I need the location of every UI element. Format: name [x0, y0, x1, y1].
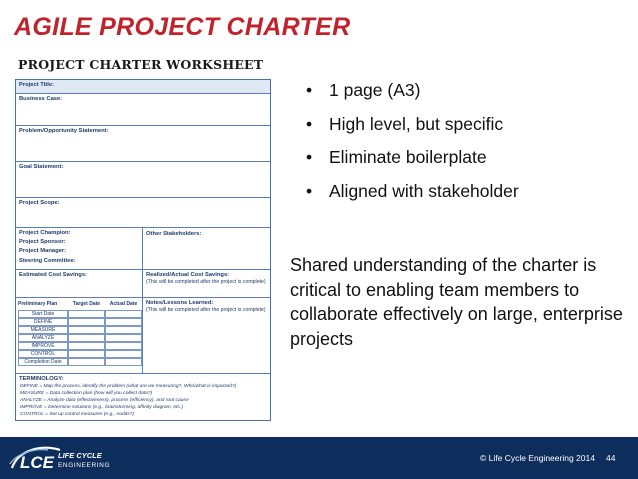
business-case-label: Business Case:: [19, 96, 63, 102]
terminology-item: ANALYZE = Analyze data (effectiveness), process (efficiency), and root cause: [20, 398, 189, 403]
plan-row: [18, 310, 142, 318]
plan-row-label: IMPROVE: [18, 342, 68, 350]
plan-row-label: Completion Date: [18, 358, 68, 366]
plan-cell: [105, 342, 142, 350]
bullet-dot-icon: •: [306, 147, 313, 167]
project-title-row: [16, 80, 270, 94]
plan-cell: [68, 334, 105, 342]
people-divider: [142, 228, 143, 270]
plan-cell: [105, 350, 142, 358]
plan-row: [18, 334, 142, 342]
bullet-text: 1 page (A3): [329, 80, 421, 100]
estimated-savings-label: Estimated Cost Savings:: [19, 272, 87, 278]
plan-cell: [68, 350, 105, 358]
plan-cell: [68, 318, 105, 326]
plan-cell: [105, 358, 142, 366]
bullet-item: [306, 181, 519, 215]
savings-divider: [142, 270, 143, 298]
plan-cell: [105, 326, 142, 334]
plan-divider: [142, 298, 143, 374]
plan-row-label: Start Date: [18, 310, 68, 318]
notes-note: (This will be completed after the project is complete): [146, 307, 266, 313]
plan-cell: [105, 310, 142, 318]
problem-row: [16, 126, 270, 162]
worksheet-title: PROJECT CHARTER WORKSHEET: [18, 57, 264, 72]
problem-label: Problem/Opportunity Statement:: [19, 128, 109, 134]
goal-label: Goal Statement:: [19, 164, 64, 170]
summary-paragraph: Shared understanding of the charter is critical to enabling team members to collaborate effectively on large, enterprise projects: [290, 255, 623, 349]
terminology-row: [16, 374, 270, 420]
bullet-text: High level, but specific: [329, 113, 504, 134]
bullet-item: [306, 114, 519, 148]
plan-row: [18, 318, 142, 326]
plan-header-actual: Actual Date: [109, 301, 138, 307]
plan-row-label: CONTROL: [18, 350, 68, 358]
plan-row-label: DEFINE: [18, 318, 68, 326]
terminology-item: IMPROVE = Determine solutions (e.g., brainstorming, affinity diagram, etc.): [20, 405, 183, 410]
steering-label: Steering Committee:: [19, 258, 76, 264]
plan-row: [18, 342, 142, 350]
plan-row-label: MEASURE: [18, 326, 68, 334]
notes-label: Notes/Lessons Learned:: [146, 300, 214, 306]
plan-row: [18, 358, 142, 366]
sponsor-label: Project Sponsor:: [19, 239, 66, 245]
plan-header-target: Target Date: [72, 301, 101, 307]
bullet-dot-icon: •: [306, 113, 313, 134]
plan-header-plan: Preliminary Plan: [18, 301, 58, 307]
scope-label: Project Scope:: [19, 200, 60, 206]
terminology-item: DEFINE = Map the process, identify the problem (what are we measuring?, Who/what is impacted?): [20, 384, 237, 389]
goal-row: [16, 162, 270, 198]
realized-savings-note: (This will be completed after the project is complete): [146, 279, 266, 285]
logo-bottom-text: ENGINEERING: [58, 462, 111, 469]
scope-row: [16, 198, 270, 228]
logo-main-text: LCE: [20, 453, 54, 472]
business-case-row: [16, 94, 270, 126]
plan-row-block: [16, 298, 270, 374]
plan-header: [18, 301, 142, 309]
realized-savings-label: Realized/Actual Cost Savings:: [146, 272, 230, 278]
other-stakeholders-label: Other Stakeholders:: [146, 231, 202, 237]
terminology-label: TERMINOLOGY:: [19, 376, 64, 382]
plan-cell: [68, 310, 105, 318]
page-number: 44: [606, 453, 616, 463]
plan-cell: [68, 358, 105, 366]
people-row: [16, 228, 270, 270]
charter-worksheet-image: [15, 56, 271, 421]
bullet-dot-icon: •: [306, 80, 313, 100]
plan-cell: [105, 334, 142, 342]
bullet-dot-icon: •: [306, 180, 313, 201]
bullet-list: [306, 80, 519, 214]
bullet-item: [306, 147, 519, 181]
savings-row: [16, 270, 270, 298]
project-title-label: Project Title:: [19, 82, 55, 88]
terminology-item: CONTROL = Set up control measures (e.g., Audits?): [20, 412, 135, 417]
plan-cell: [68, 326, 105, 334]
bullet-text: Eliminate boilerplate: [329, 147, 487, 167]
terminology-item: MEASURE = Data collection plan (how will you collect data?): [20, 391, 153, 396]
plan-cell: [68, 342, 105, 350]
bullet-item: [306, 80, 519, 114]
plan-row-label: ANALYZE: [18, 334, 68, 342]
copyright-text: © Life Cycle Engineering 2014: [480, 453, 595, 463]
plan-row: [18, 350, 142, 358]
manager-label: Project Manager:: [19, 248, 67, 254]
slide-title: AGILE PROJECT CHARTER: [14, 13, 351, 41]
worksheet-form: [15, 79, 271, 421]
logo-top-text: LIFE CYCLE: [58, 451, 102, 460]
champion-label: Project Champion:: [19, 230, 71, 236]
bullet-text: Aligned with stakeholder: [329, 180, 519, 201]
plan-row: [18, 326, 142, 334]
plan-cell: [105, 318, 142, 326]
lce-logo: [8, 442, 120, 474]
